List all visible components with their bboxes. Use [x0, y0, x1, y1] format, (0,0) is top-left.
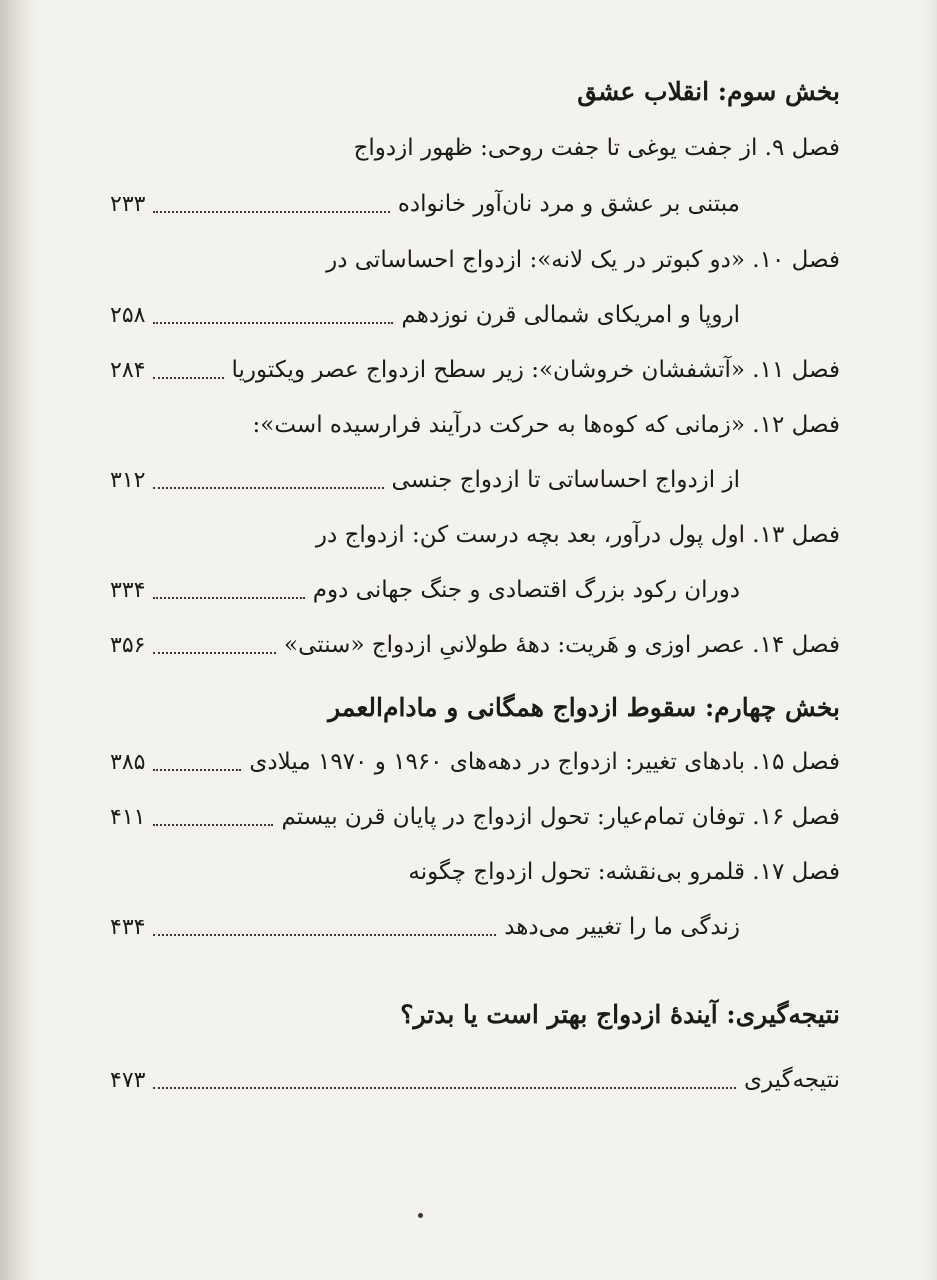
toc-entry-chapter-17-line-2	[110, 907, 740, 947]
toc-entry-text: فصل ۱۳. اول پول درآور، بعد بچه درست کن: ازدواج در	[315, 522, 840, 548]
toc-entry-text: از ازدواج احساساتی تا ازدواج جنسی	[391, 467, 740, 493]
page-number: ۳۵۶	[110, 633, 146, 658]
toc-entry-text: دوران رکود بزرگ اقتصادی و جنگ جهانی دوم	[312, 577, 740, 603]
page-number: ۲۳۳	[110, 192, 146, 217]
toc-entry-chapter-10-line-2	[110, 295, 740, 335]
toc-entry-text: فصل ۱۴. عصر اوزی و هَریت: دهۀ طولانیِ ازدواج «سنتی»	[284, 632, 840, 658]
dot-leader	[153, 1087, 736, 1089]
dot-leader	[153, 652, 276, 654]
page-number: ۲۵۸	[110, 303, 146, 328]
toc-entry-chapter-13-line-2	[110, 570, 740, 610]
toc-entry-chapter-16	[110, 797, 840, 837]
page-number: ۲۸۴	[110, 358, 146, 383]
book-spine-shadow	[0, 0, 40, 1280]
toc-entry-chapter-9-line-1	[110, 128, 840, 168]
dot-leader	[153, 597, 304, 599]
toc-entry-text: فصل ۱۲. «زمانی که کوه‌ها به حرکت درآیند فرارسیده است»:	[252, 412, 840, 438]
toc-entry-chapter-17-line-1	[110, 852, 840, 892]
page-number: ۴۳۴	[110, 915, 146, 940]
page-footer-mark	[418, 1213, 423, 1218]
toc-entry-chapter-11	[110, 350, 840, 390]
toc-entry-text: فصل ۱۱. «آتشفشان خروشان»: زیر سطح ازدواج عصر ویکتوریا	[231, 357, 840, 383]
toc-entry-text: مبتنی بر عشق و مرد نان‌آور خانواده	[397, 191, 740, 217]
section-heading-conclusion: نتیجه‌گیری: آیندۀ ازدواج بهتر است یا بدتر؟	[400, 1000, 840, 1029]
toc-entry-conclusion	[110, 1060, 840, 1100]
dot-leader	[153, 934, 496, 936]
dot-leader	[153, 211, 389, 213]
dot-leader	[153, 377, 223, 379]
section-heading-part-four: بخش چهارم: سقوط ازدواج همگانی و مادام‌العمر	[328, 693, 840, 722]
page-number: ۳۳۴	[110, 578, 146, 603]
toc-entry-chapter-13-line-1	[110, 515, 840, 555]
toc-entry-text: فصل ۱۰. «دو کبوتر در یک لانه»: ازدواج احساساتی در	[326, 247, 840, 273]
page-number: ۳۸۵	[110, 750, 146, 775]
toc-entry-text: فصل ۹. از جفت یوغی تا جفت روحی: ظهور ازدواج	[353, 135, 840, 161]
dot-leader	[153, 322, 393, 324]
page-number: ۴۷۳	[110, 1068, 146, 1093]
toc-entry-chapter-9-line-2	[110, 184, 740, 224]
toc-entry-chapter-10-line-1	[110, 240, 840, 280]
page-number: ۳۱۲	[110, 468, 146, 493]
dot-leader	[153, 487, 383, 489]
toc-entry-text: اروپا و امریکای شمالی قرن نوزدهم	[401, 302, 740, 328]
dot-leader	[153, 769, 241, 771]
toc-entry-text: زندگی ما را تغییر می‌دهد	[504, 914, 740, 940]
toc-entry-chapter-15	[110, 742, 840, 782]
toc-entry-text: فصل ۱۷. قلمرو بی‌نقشه: تحول ازدواج چگونه	[408, 859, 840, 885]
page-edge-shadow	[923, 0, 937, 1280]
toc-entry-chapter-14	[110, 625, 840, 665]
toc-entry-text: فصل ۱۶. توفان تمام‌عیار: تحول ازدواج در پایان قرن بیستم	[281, 804, 840, 830]
dot-leader	[153, 824, 273, 826]
page-number: ۴۱۱	[110, 805, 146, 830]
toc-entry-chapter-12-line-2	[110, 460, 740, 500]
toc-entry-chapter-12-line-1	[110, 405, 840, 445]
section-heading-part-three: بخش سوم: انقلاب عشق	[577, 77, 840, 106]
toc-entry-text: فصل ۱۵. بادهای تغییر: ازدواج در دهه‌های ۱۹۶۰ و ۱۹۷۰ میلادی	[249, 749, 840, 775]
toc-entry-text: نتیجه‌گیری	[743, 1067, 840, 1093]
